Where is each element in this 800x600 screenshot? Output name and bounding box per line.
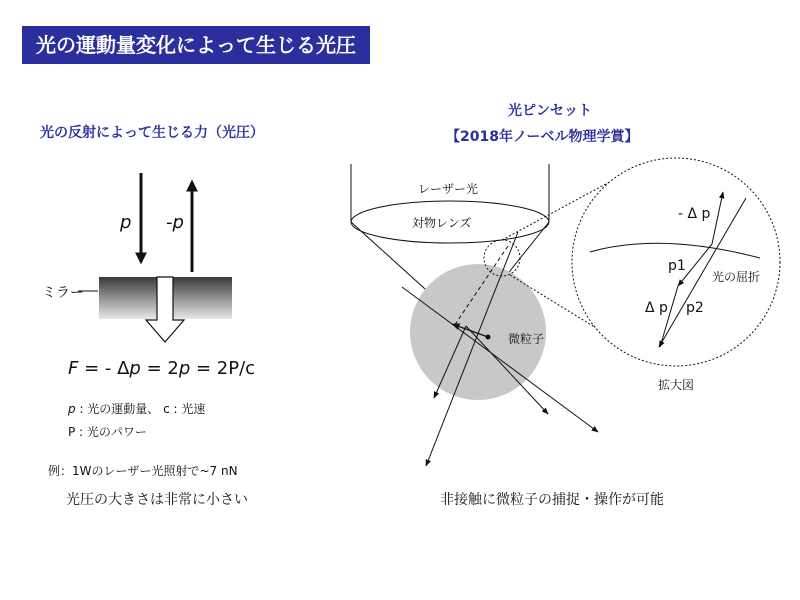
right-subtitle: 光ピンセット [508,103,592,119]
left-conclusion: 光圧の大きさは非常に小さい [66,492,248,508]
zoom-p1-label: p1 [668,258,686,274]
pressure-formula [68,358,255,379]
laser-label: レーザー光 [418,182,479,196]
zoom-dp-label: Δ p [645,300,668,316]
example-note: 例：1Wのレーザー光照射で~7 nN [48,464,238,478]
definition-p-symbol: p [68,402,76,416]
definition-momentum-text: : 光の運動量、 c : 光速 [75,402,206,416]
right-conclusion: 非接触に微粒子の捕捉・操作が可能 [440,492,664,508]
reflected-momentum-label: -p [166,212,184,233]
zoom-refraction-label: 光の屈折 [712,270,761,284]
right-subtitle-nobel: 【2018年ノーベル物理学賞】 [446,129,639,145]
formula-part-3: = 2P/c [190,358,256,379]
zoom-caption: 拡大図 [658,378,695,392]
definition-momentum [68,400,205,417]
zoom-minus-dp-label: - Δ p [678,206,711,222]
particle-label: 微粒子 [508,332,545,346]
formula-p-1: p [129,358,141,379]
incident-momentum-label: p [120,212,132,233]
mirror-label: ミラー [42,285,84,301]
formula-force-symbol: F [68,358,79,379]
definition-power: P : 光のパワー [68,425,147,439]
objective-lens-label: 対物レンズ [412,216,472,230]
page-title: 光の運動量変化によって生じる光圧 [22,26,370,64]
zoom-p2-label: p2 [686,300,704,316]
formula-part-2: = 2 [140,358,179,379]
formula-part-1: = - Δ [78,358,130,379]
formula-p-2: p [178,358,191,379]
left-subtitle: 光の反射によって生じる力（光圧） [40,125,264,141]
